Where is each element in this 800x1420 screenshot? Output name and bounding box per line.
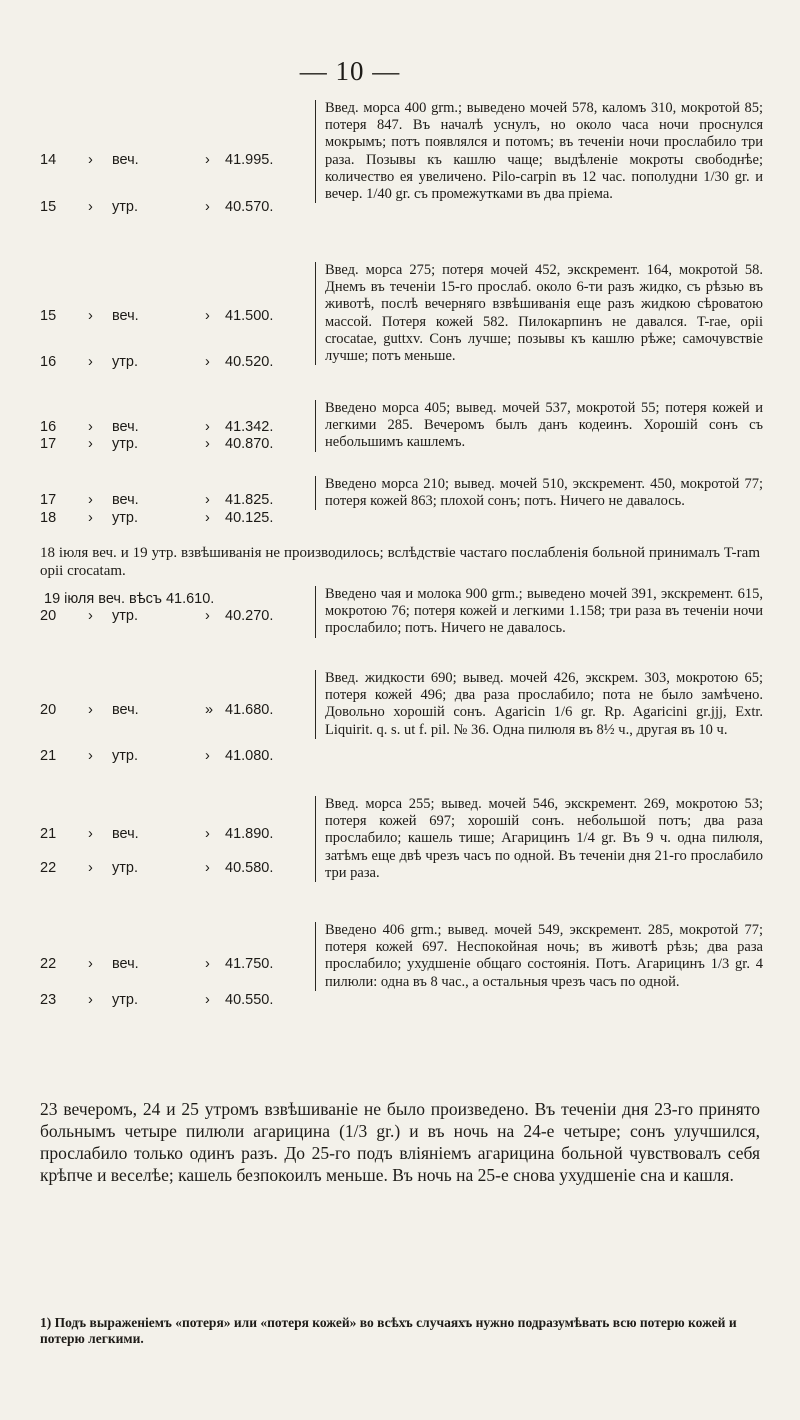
day: 16 <box>40 354 57 370</box>
observation-note: Введено морса 405; вывед. мочей 537, мокротой 55; потеря кожей и легкими 285. Вечеромъ былъ данъ кодеинъ. Хорошій сонъ съ небольшимъ кашлемъ. <box>315 400 763 452</box>
weight-line <box>40 608 315 626</box>
time-of-day: утр. <box>112 510 138 526</box>
ditto-mark: › <box>205 608 210 624</box>
weight-value: 40.520. <box>225 354 274 370</box>
weight-value: 41.995. <box>225 152 274 168</box>
log-entry <box>40 262 765 392</box>
weight-value: 40.125. <box>225 510 274 526</box>
ditto-mark: › <box>88 308 93 324</box>
day: 14 <box>40 152 57 168</box>
ditto-mark: › <box>205 748 210 764</box>
weight-line <box>40 510 315 528</box>
weight-line <box>40 354 315 372</box>
time-of-day: утр. <box>112 748 138 764</box>
observation-note: Введ. морса 275; потеря мочей 452, экскремент. 164, мокротой 58. Днемъ въ теченіи 15-го прослаб. около 6-ти разъ жидко, съ рѣзью въ животѣ, послѣ вечерняго взвѣшиванія еще разъ жидкою сѣроватою массой. Потеря кожей 582. Пилокарпинъ не давался. T-rae, opii crocatae, guttxv. Сонъ лучше; позывы къ кашлю рѣже; самочувствіе лучше; потъ меньше. <box>315 262 763 365</box>
time-of-day: веч. <box>112 419 139 435</box>
log-entry <box>40 476 765 532</box>
day: 18 <box>40 510 57 526</box>
ditto-mark: › <box>88 419 93 435</box>
weight-value: 41.890. <box>225 826 274 842</box>
day: 17 <box>40 436 57 452</box>
day: 23 <box>40 992 57 1008</box>
weight-line <box>40 860 315 878</box>
time-of-day: веч. <box>112 152 139 168</box>
ditto-mark: › <box>205 436 210 452</box>
time-of-day: веч. <box>112 308 139 324</box>
time-of-day: веч. <box>112 956 139 972</box>
ditto-mark: › <box>205 354 210 370</box>
ditto-mark: › <box>205 152 210 168</box>
log-entry <box>40 922 765 1042</box>
observation-note: Введ. морса 255; вывед. мочей 546, экскремент. 269, мокротою 53; потеря кожей 697; хорошій сонъ. небольшой потъ; два раза прослабило; кашель тише; Агарицинъ 1/4 gr. Въ 9 ч. одна пилюля, затѣмъ еще двѣ чрезъ часъ по одной. Въ теченіи дня 21-го прослабило три раза. <box>315 796 763 882</box>
day: 22 <box>40 860 57 876</box>
weight-value: 41.080. <box>225 748 274 764</box>
weight-line <box>40 826 315 844</box>
observation-note: Введ. жидкости 690; вывед. мочей 426, экскрем. 303, мокротою 65; потеря кожей 496; два раза прослабило; пота не было замѣчено. Довольно хорошій сонъ. Agaricin 1/6 gr. Rp. Agaricini gr.jjj, Extr. Liquirit. q. s. ut f. pil. № 36. Одна пилюля въ 8½ ч., другая въ 10 ч. <box>315 670 763 739</box>
weight-line <box>40 702 315 720</box>
day: 20 <box>40 608 57 624</box>
weight-line-text: 19 іюля веч. вѣсъ 41.610. <box>44 591 215 607</box>
ditto-mark: › <box>205 992 210 1008</box>
time-of-day: утр. <box>112 860 138 876</box>
footnote: 1) Подъ выраженіемъ «потеря» или «потеря кожей» во всѣхъ случаяхъ нужно подразумѣвать всю потерю кожей и потерю легкими. <box>40 1315 737 1346</box>
weight-line <box>40 748 315 766</box>
weight-value: 41.500. <box>225 308 274 324</box>
observation-note: Введено 406 grm.; вывед. мочей 549, экскремент. 285, мокротой 77; потеря кожей 697. Неспокойная ночь; въ животѣ рѣзь; два раза прослабило; ухудшеніе общаго состоянія. Потъ. Агарицинъ 1/3 gr. 4 пилюли: одна въ 8 час., а остальныя чрезъ часъ по одной. <box>315 922 763 991</box>
time-of-day: утр. <box>112 199 138 215</box>
day: 22 <box>40 956 57 972</box>
log-entry <box>40 670 765 788</box>
log-entry <box>40 796 765 916</box>
weight-line <box>40 992 315 1010</box>
time-of-day: утр. <box>112 354 138 370</box>
day: 15 <box>40 308 57 324</box>
time-of-day: веч. <box>112 702 139 718</box>
ditto-mark: › <box>88 992 93 1008</box>
ditto-mark: › <box>205 199 210 215</box>
weight-line <box>40 436 315 454</box>
weight-line <box>40 492 315 510</box>
weight-value: 41.750. <box>225 956 274 972</box>
observation-note: Введено морса 210; вывед. мочей 510, экскремент. 450, мокротой 77; потеря кожей 863; плохой сонъ; потъ. Ничего не давалось. <box>315 476 763 510</box>
day: 15 <box>40 199 57 215</box>
ditto-mark: › <box>88 826 93 842</box>
weight-value: 41.825. <box>225 492 274 508</box>
ditto-mark: › <box>88 702 93 718</box>
time-of-day: утр. <box>112 992 138 1008</box>
ditto-mark: » <box>205 702 214 718</box>
day: 21 <box>40 748 57 764</box>
weight-value: 40.870. <box>225 436 274 452</box>
weight-value: 41.342. <box>225 419 274 435</box>
time-of-day: утр. <box>112 608 138 624</box>
ditto-mark: › <box>205 860 210 876</box>
weight-line <box>40 419 315 437</box>
ditto-mark: › <box>205 308 210 324</box>
ditto-mark: › <box>88 860 93 876</box>
ditto-mark: › <box>205 510 210 526</box>
weight-line <box>40 591 315 609</box>
observation-note: Введ. морса 400 grm.; выведено мочей 578, каломъ 310, мокротой 85; потеря 847. Въ началѣ уснулъ, но около часа ночи проснулся мокрымъ; потъ появлялся и потомъ; въ теченіи ночи прослабило три раза. Позывы къ кашлю чаще; выдѣленіе мокроты свободнѣе; количество ея увеличено. Pilo-carpin въ 12 час. пополудни 1/30 gr. и вечер. 1/40 gr. съ промежутками въ два пріема. <box>315 100 763 203</box>
page-number: — 10 — <box>299 56 401 86</box>
time-of-day: веч. <box>112 826 139 842</box>
paragraph-no-weighing-23: 23 вечеромъ, 24 и 25 утромъ взвѣшиваніе не было произведено. Въ теченіи дня 23-го принято больнымъ четыре пилюли агарицина (1/3 gr.) и въ ночь на 24-е четыре; сонъ улучшился, прослабило только одинъ разъ. До 25-го подъ вліяніемъ агарицина больной чувствовалъ себя крѣпче и веселѣе; кашель безпокоилъ меньше. Въ ночь на 25-е снова ухудшеніе сна и кашля. <box>40 1099 760 1185</box>
paragraph-no-weighing-18: 18 іюля веч. и 19 утр. взвѣшиванія не производилось; вслѣдствіе частаго послабленія больной принималъ T-ram opii crocatam. <box>40 545 760 579</box>
weight-value: 40.550. <box>225 992 274 1008</box>
ditto-mark: › <box>88 436 93 452</box>
weight-line <box>40 199 315 217</box>
day: 17 <box>40 492 57 508</box>
weight-line <box>40 152 315 170</box>
ditto-mark: › <box>205 826 210 842</box>
time-of-day: утр. <box>112 436 138 452</box>
ditto-mark: › <box>88 492 93 508</box>
weight-value: 40.570. <box>225 199 274 215</box>
log-entry <box>40 586 765 664</box>
ditto-mark: › <box>88 956 93 972</box>
time-of-day: веч. <box>112 492 139 508</box>
ditto-mark: › <box>205 419 210 435</box>
ditto-mark: › <box>88 152 93 168</box>
ditto-mark: › <box>88 510 93 526</box>
ditto-mark: › <box>88 354 93 370</box>
ditto-mark: › <box>88 199 93 215</box>
log-entry <box>40 400 765 470</box>
ditto-mark: › <box>205 956 210 972</box>
ditto-mark: › <box>205 492 210 508</box>
day: 16 <box>40 419 57 435</box>
weight-line <box>40 956 315 974</box>
weight-value: 40.580. <box>225 860 274 876</box>
ditto-mark: › <box>88 608 93 624</box>
weight-value: 40.270. <box>225 608 274 624</box>
observation-note: Введено чая и молока 900 grm.; выведено мочей 391, экскремент. 615, мокротою 76; потеря кожей и легкими 1.158; три раза въ теченіи ночи прослабило; потъ. Ничего не давалось. <box>315 586 763 638</box>
ditto-mark: › <box>88 748 93 764</box>
day: 20 <box>40 702 57 718</box>
log-entry <box>40 100 765 260</box>
weight-line <box>40 308 315 326</box>
weight-value: 41.680. <box>225 702 274 718</box>
day: 21 <box>40 826 57 842</box>
